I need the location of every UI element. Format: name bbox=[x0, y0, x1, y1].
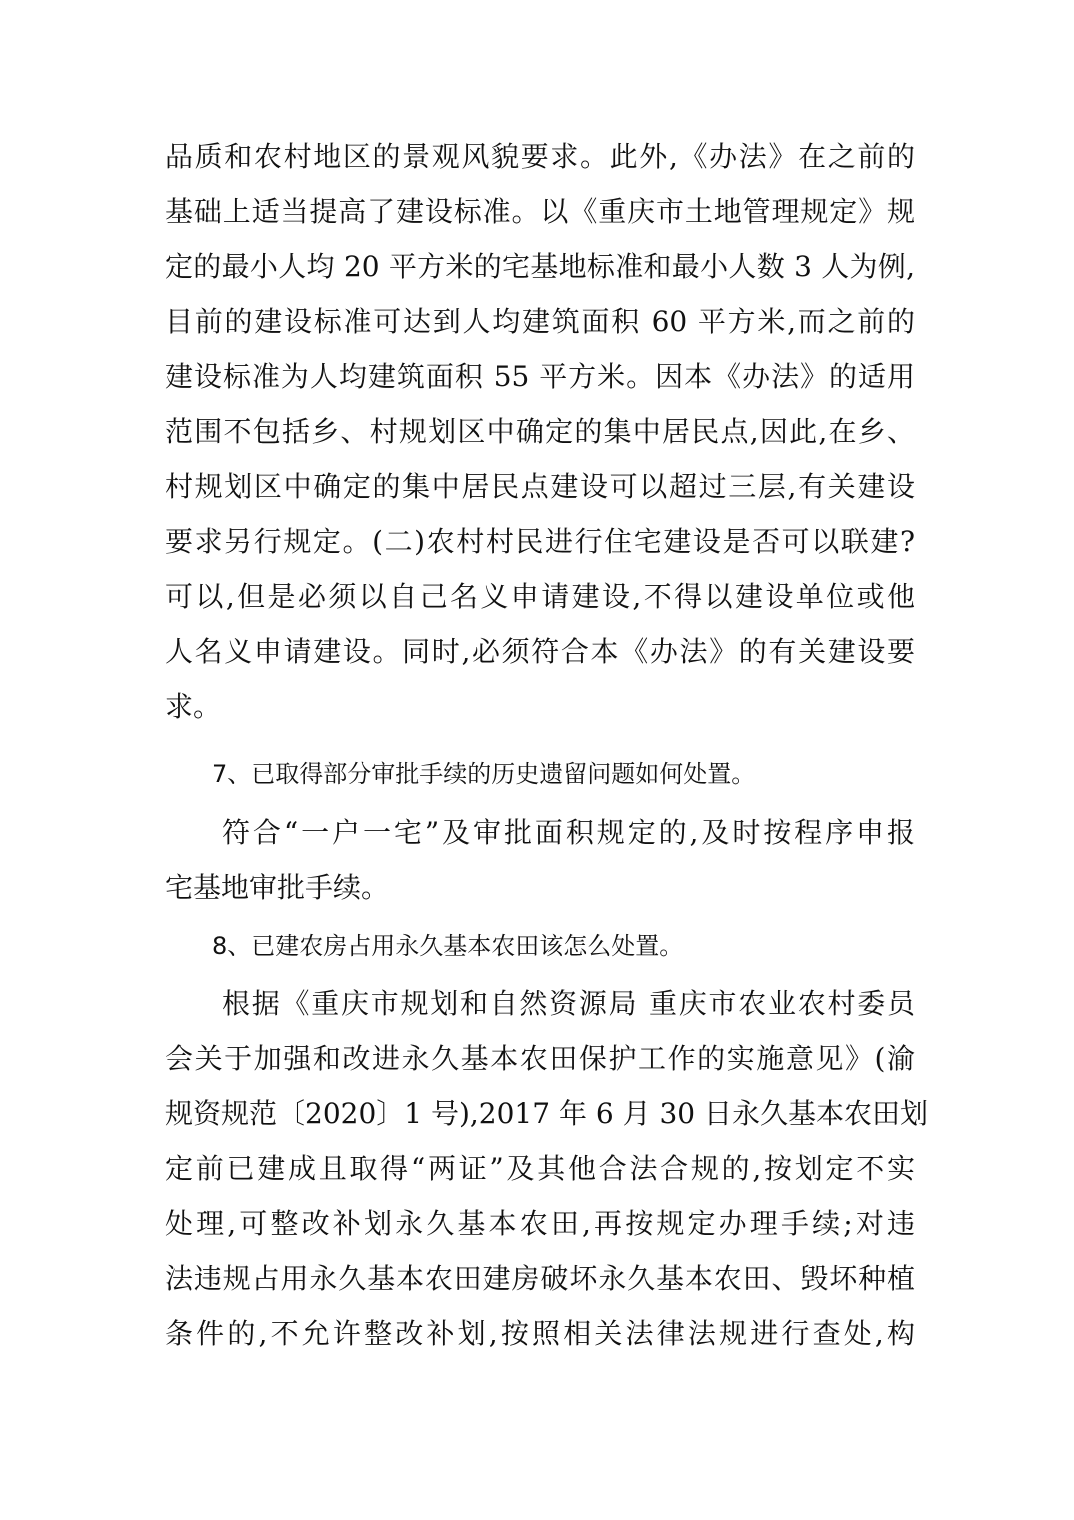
paragraph-line: 人名义申请建设。同时,必须符合本《办法》的有关建设要 bbox=[165, 635, 915, 668]
paragraph-line: 定的最小人均 20 平方米的宅基地标准和最小人数 3 人为例, bbox=[165, 250, 915, 283]
paragraph-line: 村规划区中确定的集中居民点建设可以超过三层,有关建设 bbox=[165, 470, 915, 503]
paragraph-line: 宅基地审批手续。 bbox=[165, 871, 390, 904]
paragraph-line: 范围不包括乡、村规划区中确定的集中居民点,因此,在乡、 bbox=[165, 415, 915, 448]
paragraph-line: 根据《重庆市规划和自然资源局 重庆市农业农村委员 bbox=[222, 987, 915, 1020]
paragraph-line: 会关于加强和改进永久基本农田保护工作的实施意见》(渝 bbox=[165, 1042, 915, 1075]
paragraph-line: 定前已建成且取得“两证”及其他合法合规的,按划定不实 bbox=[165, 1152, 915, 1185]
paragraph-line: 目前的建设标准可达到人均建筑面积 60 平方米,而之前的 bbox=[165, 305, 915, 338]
paragraph-line: 建设标准为人均建筑面积 55 平方米。因本《办法》的适用 bbox=[165, 360, 915, 393]
section-heading-8: 8、已建农房占用永久基本农田该怎么处置。 bbox=[212, 932, 684, 960]
paragraph-line: 品质和农村地区的景观风貌要求。此外,《办法》在之前的 bbox=[165, 140, 915, 173]
section-heading-7: 7、已取得部分审批手续的历史遗留问题如何处置。 bbox=[212, 760, 756, 788]
paragraph-line: 规资规范〔2020〕1 号),2017 年 6 月 30 日永久基本农田划 bbox=[165, 1097, 929, 1130]
paragraph-line: 条件的,不允许整改补划,按照相关法律法规进行查处,构 bbox=[165, 1317, 915, 1350]
paragraph-line: 处理,可整改补划永久基本农田,再按规定办理手续;对违 bbox=[165, 1207, 915, 1240]
paragraph-line: 法违规占用永久基本农田建房破坏永久基本农田、毁坏种植 bbox=[165, 1262, 915, 1295]
paragraph-line: 基础上适当提高了建设标准。以《重庆市土地管理规定》规 bbox=[165, 195, 915, 228]
paragraph-line: 符合“一户一宅”及审批面积规定的,及时按程序申报 bbox=[222, 816, 915, 849]
paragraph-line: 要求另行规定。(二)农村村民进行住宅建设是否可以联建? bbox=[165, 525, 915, 558]
paragraph-line: 可以,但是必须以自己名义申请建设,不得以建设单位或他 bbox=[165, 580, 915, 613]
paragraph-line: 求。 bbox=[165, 690, 222, 723]
